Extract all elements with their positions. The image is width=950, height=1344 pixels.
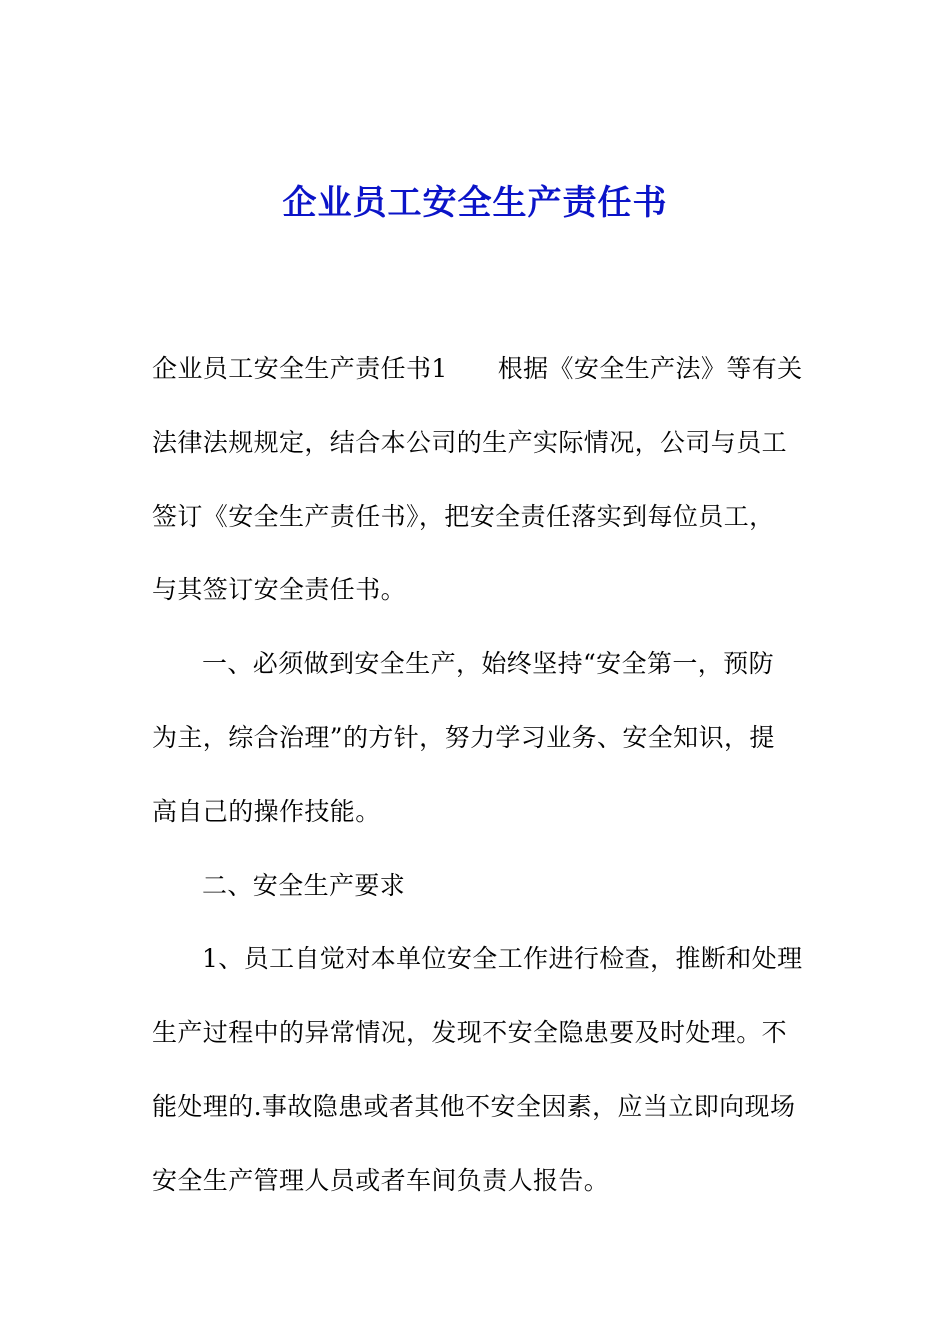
section-heading-inline: 企业员工安全生产责任书1	[152, 354, 448, 383]
document-title: 企业员工安全生产责任书	[282, 183, 668, 223]
text-line: 二、安全生产要求	[202, 870, 406, 900]
text-line	[152, 332, 808, 406]
text-line: 生产过程中的异常情况，发现不安全隐患要及时处理。不	[152, 1018, 788, 1048]
text-line: 1、员工自觉对本单位安全工作进行检查，推断和处理	[202, 944, 803, 974]
text-line: 一、必须做到安全生产，始终坚持“安全第一，预防	[202, 649, 774, 679]
text-line: 高自己的操作技能。	[152, 796, 381, 826]
text-line: 与其签订安全责任书。	[152, 575, 407, 605]
text-line: 安全生产管理人员或者车间负责人报告。	[152, 1165, 610, 1195]
text-line: 为主，综合治理”的方针，努力学习业务、安全知识，提	[152, 722, 775, 752]
text-run: 根据《安全生产法》等有关	[497, 354, 803, 383]
document-body	[152, 332, 808, 1218]
paragraph-section-1	[152, 627, 808, 848]
text-line: 法律法规规定，结合本公司的生产实际情况，公司与员工	[152, 427, 788, 457]
paragraph-item-1	[152, 922, 808, 1217]
paragraph-intro	[152, 332, 808, 627]
text-line: 签订《安全生产责任书》，把安全责任落实到每位员工，	[152, 501, 775, 531]
paragraph-section-2	[152, 849, 808, 923]
text-line: 能处理的.事故隐患或者其他不安全因素，应当立即向现场	[152, 1091, 796, 1121]
